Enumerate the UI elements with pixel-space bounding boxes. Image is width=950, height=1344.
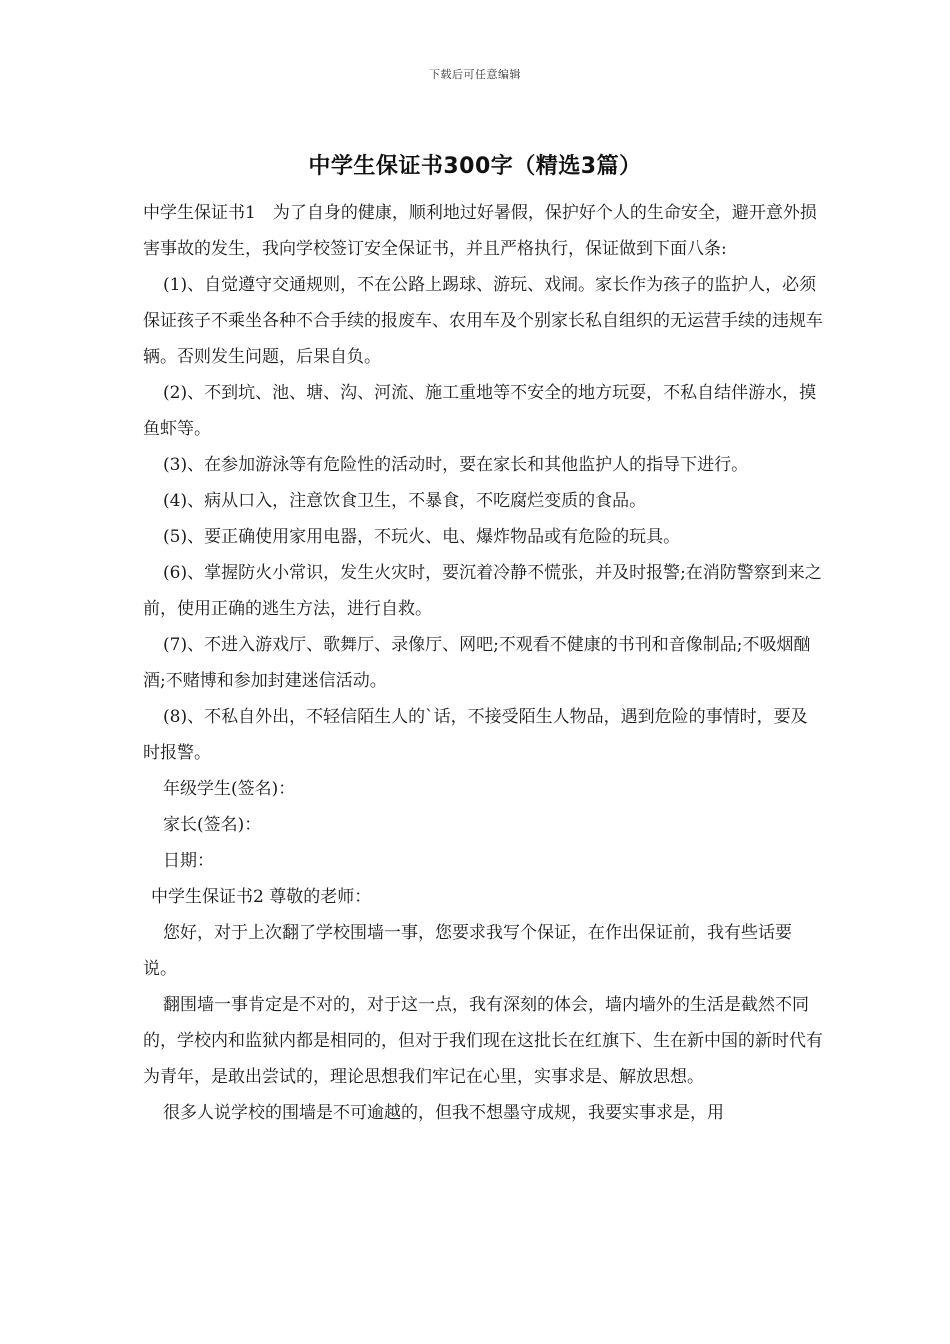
signature-date: 日期： (163, 851, 214, 871)
signature-parent: 家长(签名)： (163, 815, 262, 835)
paragraph-letter-3: 很多人说学校的围墙是不可逾越的，但我不想墨守成规，我要实事求是，用 (163, 1103, 724, 1123)
section-2-heading: 中学生保证书2 尊敬的老师： (151, 887, 372, 907)
paragraph-item-8: (8)、不私自外出，不轻信陌生人的`话，不接受陌生人物品，遇到危险的事情时，要及时报警。 (143, 707, 808, 763)
paragraph-item-3: (3)、在参加游泳等有危险性的活动时，要在家长和其他监护人的指导下进行。 (163, 455, 749, 475)
paragraph-item-2: (2)、不到坑、池、塘、沟、河流、施工重地等不安全的地方玩耍，不私自结伴游水，摸鱼虾等。 (143, 383, 817, 439)
signature-student: 年级学生(签名)： (163, 779, 296, 799)
document-body (143, 195, 823, 1131)
paragraph-item-6: (6)、掌握防火小常识，发生火灾时，要沉着冷静不慌张，并及时报警;在消防警察到来之前，使用正确的逃生方法，进行自救。 (143, 563, 822, 619)
header-note: 下载后可任意编辑 (429, 68, 521, 81)
paragraph-item-1: (1)、自觉遵守交通规则，不在公路上踢球、游玩、戏闹。家长作为孩子的监护人，必须保证孩子不乘坐各种不合手续的报废车、农用车及个别家长私自组织的无运营手续的违规车辆。否则发生问题，后果自负。 (143, 275, 823, 367)
paragraph-letter-2: 翻围墙一事肯定是不对的，对于这一点，我有深刻的体会，墙内墙外的生活是截然不同的，学校内和监狱内都是相同的，但对于我们现在这批长在红旗下、生在新中国的新时代有为青年，是敢出尝试的，理论思想我们牢记在心里，实事求是、解放思想。 (143, 995, 823, 1087)
paragraph-item-7: (7)、不进入游戏厅、歌舞厅、录像厅、网吧;不观看不健康的书刊和音像制品;不吸烟酗酒;不赌博和参加封建迷信活动。 (143, 635, 811, 691)
paragraph-item-5: (5)、要正确使用家用电器，不玩火、电、爆炸物品或有危险的玩具。 (163, 527, 681, 547)
paragraph-item-4: (4)、病从口入，注意饮食卫生，不暴食，不吃腐烂变质的食品。 (163, 491, 647, 511)
document-title: 中学生保证书300字（精选3篇） (308, 154, 642, 179)
paragraph-intro: 中学生保证书1 为了自身的健康，顺利地过好暑假，保护好个人的生命安全，避开意外损害事故的发生，我向学校签订安全保证书，并且严格执行，保证做到下面八条: (143, 203, 817, 259)
paragraph-letter-1: 您好，对于上次翻了学校围墙一事，您要求我写个保证，在作出保证前，我有些话要说。 (143, 923, 792, 979)
